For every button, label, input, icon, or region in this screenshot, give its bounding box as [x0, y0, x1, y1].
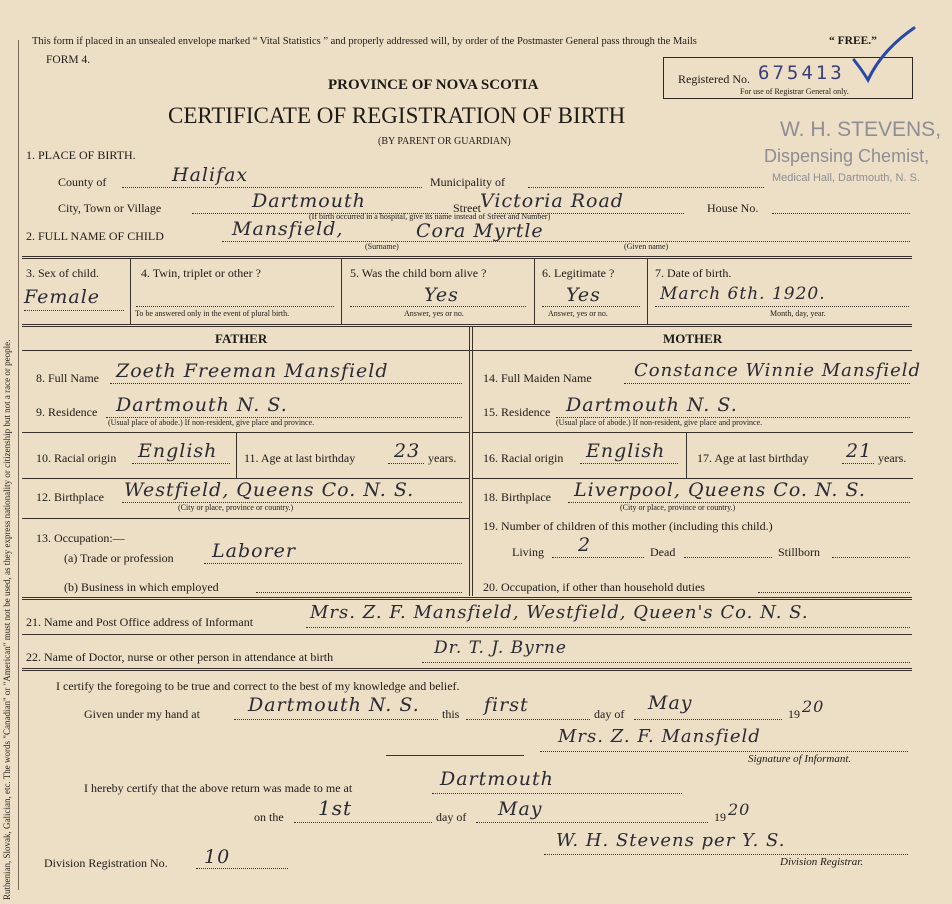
informant-value: Mrs. Z. F. Mansfield, Westfield, Queen's Co. N. S.: [310, 602, 809, 623]
father-residence-caption: (Usual place of abode.) If non-resident, give place and province.: [108, 418, 315, 427]
certificate-title: CERTIFICATE OF REGISTRATION OF BIRTH: [168, 103, 626, 128]
father-age-value: 23: [394, 440, 421, 462]
chemist-stamp: [764, 118, 952, 190]
street-label: Street: [453, 201, 481, 215]
rule-a2: [22, 258, 912, 259]
born-alive-value: Yes: [424, 284, 459, 306]
place-of-birth-label: 1. PLACE OF BIRTH.: [26, 148, 136, 162]
province-heading: PROVINCE OF NOVA SCOTIA: [328, 77, 539, 93]
legitimate-rule: [542, 306, 640, 307]
father-name-value: Zoeth Freeman Mansfield: [116, 360, 389, 382]
stillborn-rule: [832, 557, 910, 558]
mother-birthplace-value: Liverpool, Queens Co. N. S.: [574, 479, 866, 501]
living-value: 2: [578, 534, 592, 556]
mother-birthplace-label: 18. Birthplace: [483, 490, 551, 504]
registrar-place-rule: [432, 793, 682, 794]
cert-year-prefix: 19: [788, 707, 800, 721]
father-age-rule: [388, 463, 424, 464]
born-alive-caption: Answer, yes or no.: [404, 309, 464, 318]
mother-age-rule: [842, 463, 874, 464]
mother-rule-d: [473, 432, 913, 433]
father-trade-rule: [204, 563, 462, 564]
rule-c: [22, 350, 912, 351]
date-of-birth-caption: Month, day, year.: [770, 309, 826, 318]
doctor-value: Dr. T. J. Byrne: [434, 638, 567, 658]
mother-residence-caption: (Usual place of abode.) If non-resident, give place and province.: [556, 418, 763, 427]
margin-rule: [18, 40, 19, 890]
child-given-name: Cora Myrtle: [416, 220, 544, 242]
informant-signature-caption: Signature of Informant.: [748, 753, 852, 765]
rule-b2: [22, 326, 912, 327]
father-age-label: 11. Age at last birthday: [244, 451, 356, 465]
child-name-rule: [222, 241, 910, 242]
this-label: this: [442, 707, 460, 721]
form-number: FORM 4.: [46, 54, 91, 66]
doctor-rule: [422, 662, 910, 663]
date-of-birth-value: March 6th. 1920.: [660, 284, 826, 304]
cert-month-value: May: [648, 692, 693, 714]
mother-residence-value: Dartmouth N. S.: [566, 394, 738, 416]
registrar-day-rule: [294, 822, 432, 823]
father-racial-label: 10. Racial origin: [36, 451, 117, 465]
registrar-day-value: 1st: [318, 796, 353, 820]
parent-divider: [469, 326, 470, 596]
certificate-subtitle: (BY PARENT OR GUARDIAN): [378, 136, 511, 147]
twin-label: 4. Twin, triplet or other ?: [141, 266, 261, 280]
mother-name-value: Constance Winnie Mansfield: [634, 360, 922, 381]
parent-divider-2: [472, 326, 473, 596]
registrar-place-value: Dartmouth: [440, 768, 554, 790]
stamp-line-3: Medical Hall, Dartmouth, N. S.: [772, 172, 920, 184]
division-number-label: Division Registration No.: [44, 856, 168, 870]
twin-caption: To be answered only in the event of plural birth.: [135, 309, 290, 318]
short-rule: [386, 755, 524, 756]
rule-i: [22, 668, 912, 669]
registrar-statement: I hereby certify that the above return was made to me at: [84, 781, 353, 795]
date-of-birth-rule: [655, 306, 909, 307]
father-birthplace-label: 12. Birthplace: [36, 490, 104, 504]
mother-age-divider: [686, 432, 687, 478]
mother-age-label: 17. Age at last birthday: [697, 451, 809, 465]
living-rule: [552, 557, 644, 558]
informant-rule: [306, 627, 910, 628]
father-residence-value: Dartmouth N. S.: [116, 394, 288, 416]
registrar-use-note: For use of Registrar General only.: [740, 87, 849, 96]
father-birthplace-value: Westfield, Queens Co. N. S.: [124, 479, 415, 501]
child-name-label: 2. FULL NAME OF CHILD: [26, 229, 164, 243]
father-name-label: 8. Full Name: [36, 371, 99, 385]
mother-racial-label: 16. Racial origin: [483, 451, 564, 465]
father-business-label: (b) Business in which employed: [64, 580, 219, 594]
house-number-label: House No.: [707, 201, 759, 215]
living-label: Living: [512, 545, 544, 559]
father-racial-rule: [132, 463, 230, 464]
born-alive-label: 5. Was the child born alive ?: [350, 266, 487, 280]
registrar-year-prefix: 19: [714, 810, 726, 824]
registrar-month-rule: [476, 822, 708, 823]
cert-year-value: 20: [802, 697, 825, 716]
mother-occupation-rule: [758, 592, 910, 593]
legitimate-value: Yes: [566, 284, 601, 306]
certify-statement: I certify the foregoing to be true and correct to the best of my knowledge and belief.: [56, 679, 460, 693]
mother-heading: MOTHER: [663, 331, 723, 346]
municipality-label: Municipality of: [430, 175, 505, 189]
legitimate-caption: Answer, yes or no.: [548, 309, 608, 318]
registrar-caption: Division Registrar.: [780, 856, 864, 868]
father-rule-f: [22, 518, 470, 519]
street-value: Victoria Road: [480, 190, 624, 212]
father-trade-value: Laborer: [212, 540, 296, 562]
county-label: County of: [58, 175, 107, 189]
rule-g2: [22, 599, 912, 600]
given-place-rule: [234, 719, 438, 720]
cert-day-of-label: day of: [594, 707, 625, 721]
registrar-month-value: May: [498, 798, 543, 820]
given-under-label: Given under my hand at: [84, 707, 200, 721]
father-trade-label: (a) Trade or profession: [64, 551, 174, 565]
col-rule-3: [534, 258, 535, 324]
informant-signature: Mrs. Z. F. Mansfield: [558, 726, 761, 747]
mother-racial-rule: [580, 463, 678, 464]
sex-value: Female: [24, 286, 101, 308]
registrar-day-of-label: day of: [436, 810, 467, 824]
postal-note: This form if placed in an unsealed envelope marked “ Vital Statistics ” and properly addressed will, by order of the Postmaster General pass through the Mails: [32, 36, 697, 47]
check-mark-icon: [848, 26, 918, 86]
father-name-rule: [110, 383, 462, 384]
given-name-caption: (Given name): [624, 242, 669, 251]
rule-i2: [22, 670, 912, 671]
margin-note-text: Ruthenian, Slovak, Galician, etc. The words "Canadian" or "American" must not be used, as they express nationality or citizenship but not a race or people.: [2, 339, 12, 900]
house-number-rule: [772, 213, 910, 214]
this-day-value: first: [484, 694, 529, 716]
municipality-rule: [528, 187, 764, 188]
father-racial-value: English: [138, 440, 218, 462]
rule-h: [22, 634, 912, 635]
registered-label: Registered No.: [678, 72, 750, 86]
twin-rule: [136, 306, 334, 307]
this-rule: [466, 719, 590, 720]
division-number-rule: [196, 868, 288, 869]
father-age-divider: [236, 432, 237, 478]
mother-occupation-label: 20. Occupation, if other than household duties: [483, 580, 705, 594]
margin-note: [1, 0, 15, 904]
father-occupation-label: 13. Occupation:—: [36, 531, 125, 545]
informant-label: 21. Name and Post Office address of Informant: [26, 615, 254, 629]
rule-g: [22, 597, 912, 598]
cert-month-rule: [634, 719, 782, 720]
father-business-rule: [256, 592, 462, 593]
on-the-label: on the: [254, 810, 284, 824]
father-birthplace-caption: (City or place, province or country.): [178, 503, 294, 512]
informant-signature-rule: [540, 751, 908, 752]
surname-caption: (Surname): [365, 242, 399, 251]
county-value: Halifax: [172, 164, 249, 186]
city-label: City, Town or Village: [58, 201, 162, 215]
rule-a: [22, 256, 912, 257]
date-of-birth-label: 7. Date of birth.: [655, 266, 732, 280]
father-rule-d: [22, 432, 470, 433]
sex-label: 3. Sex of child.: [26, 266, 99, 280]
mother-birthplace-caption: (City or place, province or country.): [620, 503, 736, 512]
division-number-value: 10: [204, 846, 231, 868]
child-surname: Mansfield,: [232, 218, 344, 240]
stamp-line-2: Dispensing Chemist,: [764, 146, 930, 166]
col-rule-4: [647, 258, 648, 324]
father-years-label: years.: [428, 451, 457, 465]
dead-label: Dead: [650, 545, 676, 559]
mother-racial-value: English: [586, 440, 666, 462]
col-rule-1: [130, 258, 131, 324]
mother-name-rule: [624, 383, 910, 384]
father-heading: FATHER: [215, 331, 268, 346]
hospital-note: (If birth occurred in a hospital, give its name instead of Street and Number): [309, 212, 551, 221]
born-alive-rule: [350, 306, 526, 307]
stillborn-label: Stillborn: [778, 545, 821, 559]
mother-years-label: years.: [878, 451, 907, 465]
mother-age-value: 21: [846, 440, 873, 462]
given-place-value: Dartmouth N. S.: [248, 694, 420, 716]
doctor-label: 22. Name of Doctor, nurse or other person in attendance at birth: [26, 650, 334, 664]
children-count-label: 19. Number of children of this mother (including this child.): [483, 519, 773, 533]
city-value: Dartmouth: [252, 190, 366, 212]
county-rule: [122, 187, 422, 188]
sex-rule: [24, 310, 124, 311]
registrar-year-value: 20: [728, 800, 751, 819]
mother-residence-label: 15. Residence: [483, 405, 551, 419]
col-rule-2: [341, 258, 342, 324]
free-note: “ FREE.”: [829, 35, 877, 47]
stamp-line-1: W. H. STEVENS,: [780, 118, 942, 141]
dead-rule: [684, 557, 772, 558]
legitimate-label: 6. Legitimate ?: [542, 266, 615, 280]
father-residence-label: 9. Residence: [36, 405, 98, 419]
rule-b: [22, 324, 912, 325]
registrar-signature: W. H. Stevens per Y. S.: [556, 830, 786, 851]
mother-name-label: 14. Full Maiden Name: [483, 371, 592, 385]
registered-number: 675413: [758, 62, 845, 84]
registrar-signature-rule: [544, 854, 908, 855]
